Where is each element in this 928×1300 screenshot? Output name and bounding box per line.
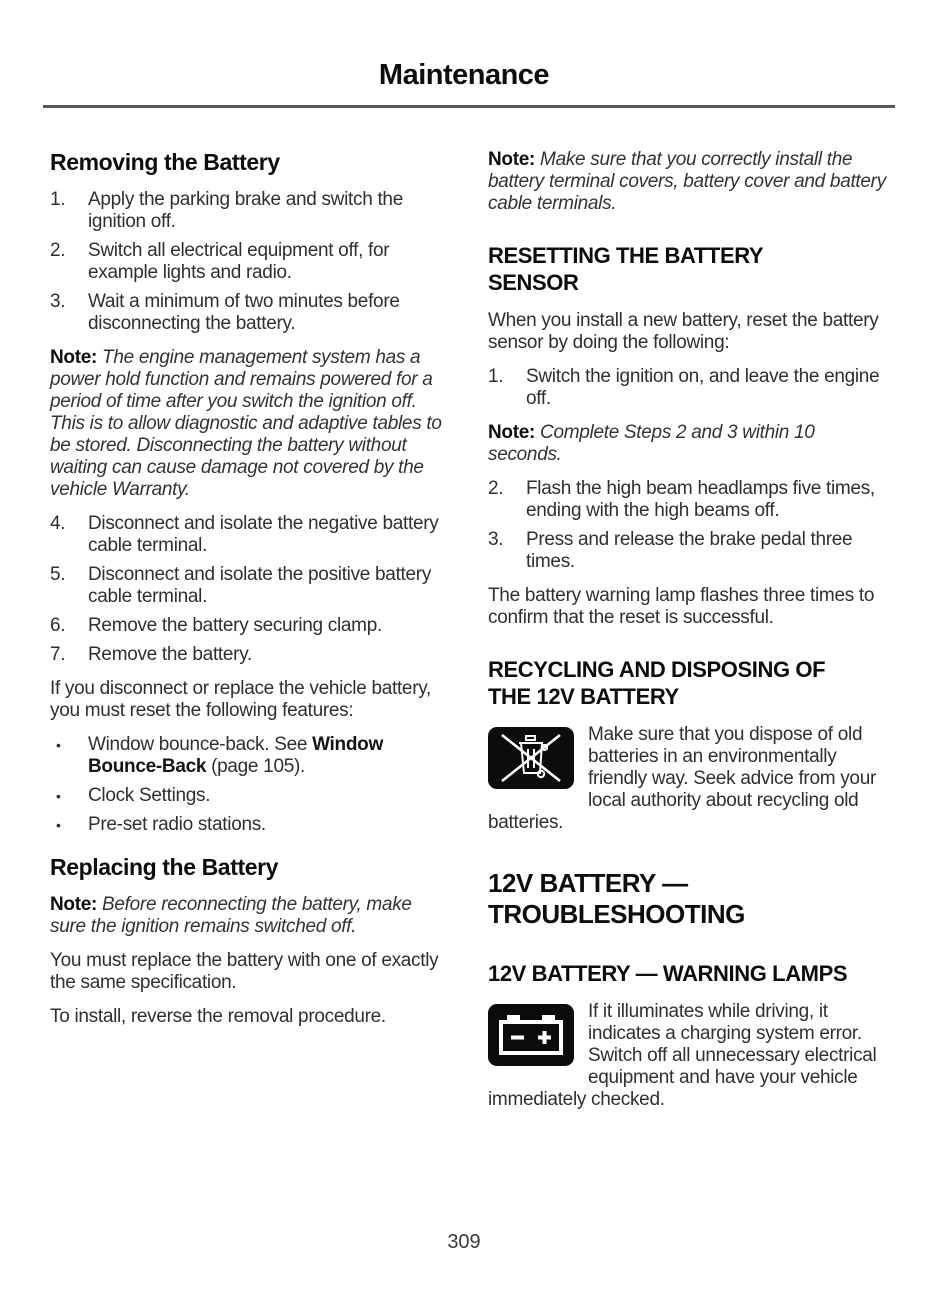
note-text: Before reconnecting the battery, make sure the ignition remains switched off. (50, 894, 412, 937)
step-text: Disconnect and isolate the negative battery cable terminal. (88, 513, 439, 556)
step-text: Switch the ignition on, and leave the engine off. (526, 366, 880, 409)
heading-removing-the-battery: Removing the Battery (50, 149, 280, 175)
step-number: 4. (50, 513, 66, 534)
removal-steps-4-7 (50, 513, 450, 666)
step-text: Disconnect and isolate the positive battery cable terminal. (88, 564, 432, 607)
list-item (50, 644, 450, 666)
note-text: The engine management system has a power hold function and remains powered for a period of time after you switch the ignition off. This is to allow diagnostic and adaptive tables to be stored. Disconnecting the battery without waiting can cause damage not covered by the vehicle Warranty. (50, 347, 442, 500)
step-number: 2. (488, 478, 504, 499)
list-item (488, 478, 888, 522)
list-item (50, 785, 450, 807)
note-terminal-covers (488, 149, 888, 215)
heading-recycling-disposing: RECYCLING AND DISPOSING OF THE 12V BATTERY (488, 657, 826, 709)
list-item (50, 615, 450, 637)
bullet-text-post: (page 105). (206, 756, 305, 777)
note-steps-timing (488, 422, 888, 466)
removal-steps-1-3 (50, 189, 450, 335)
step-number: 6. (50, 615, 66, 636)
step-text: Press and release the brake pedal three times. (526, 529, 853, 572)
step-number: 3. (50, 291, 66, 312)
heading-replacing-the-battery: Replacing the Battery (50, 854, 279, 880)
para-install: To install, reverse the removal procedure. (50, 1006, 386, 1027)
step-text: Switch all electrical equipment off, for example lights and radio. (88, 240, 390, 283)
step-text: Flash the high beam headlamps five times, ending with the high beams off. (526, 478, 875, 521)
step-number: 3. (488, 529, 504, 550)
list-item (50, 189, 450, 233)
bullet-text-pre: Pre-set radio stations. (88, 814, 266, 835)
note-reconnect (50, 894, 450, 938)
note-power-hold (50, 347, 450, 501)
step-number: 1. (50, 189, 66, 210)
para-reset-features: If you disconnect or replace the vehicle battery, you must reset the following features: (50, 678, 431, 721)
note-text: Complete Steps 2 and 3 within 10 seconds. (488, 422, 815, 465)
recycling-figure-paragraph (488, 724, 888, 834)
page-number: 309 (447, 1231, 481, 1253)
list-item (50, 564, 450, 608)
step-number: 1. (488, 366, 504, 387)
right-column (488, 149, 888, 1123)
left-column (50, 149, 450, 1123)
para-same-spec: You must replace the battery with one of exactly the same specification. (50, 950, 439, 993)
list-item (488, 366, 888, 410)
sensor-reset-step-1 (488, 366, 888, 410)
list-item (50, 240, 450, 284)
step-text: Remove the battery. (88, 644, 252, 665)
para-new-battery: When you install a new battery, reset the battery sensor by doing the following: (488, 310, 879, 353)
bullet-icon: • (56, 817, 61, 833)
step-text: Wait a minimum of two minutes before disconnecting the battery. (88, 291, 400, 334)
step-number: 5. (50, 564, 66, 585)
para-recycling: Make sure that you dispose of old batteries in an environmentally friendly way. Seek advice from your local authority about recycling old batteries. (488, 724, 876, 833)
step-text: Remove the battery securing clamp. (88, 615, 382, 636)
bullet-text-bold: Window Bounce-Back (88, 734, 383, 777)
heading-12v-battery-warning-lamps: 12V BATTERY — WARNING LAMPS (488, 961, 848, 986)
list-item (50, 814, 450, 836)
battery-warning-lamp-icon (488, 1004, 574, 1066)
page-title: Maintenance (378, 59, 550, 91)
step-text: Apply the parking brake and switch the ignition off. (88, 189, 403, 232)
para-warning-lamp: If it illuminates while driving, it indicates a charging system error. Switch off all unnecessary electrical equipment and have your vehicle immediately checked. (488, 1001, 877, 1110)
warning-lamp-figure-paragraph (488, 1001, 888, 1111)
list-item (50, 734, 450, 778)
note-label: Note: (50, 894, 98, 915)
note-label: Note: (488, 422, 536, 443)
bullet-text-pre: Window bounce-back. See (88, 734, 313, 755)
reset-features-list (50, 734, 450, 836)
bullet-text (88, 814, 450, 836)
sensor-reset-steps-2-3 (488, 478, 888, 573)
note-label: Note: (50, 347, 98, 368)
bullet-icon: • (56, 737, 61, 753)
bullet-icon: • (56, 788, 61, 804)
para-lamp-flashes: The battery warning lamp flashes three times to confirm that the reset is successful. (488, 585, 875, 628)
heading-12v-battery-troubleshooting: 12V BATTERY — TROUBLESHOOTING (488, 868, 745, 929)
bullet-text-pre: Clock Settings. (88, 785, 211, 806)
list-item (50, 291, 450, 335)
heading-resetting-battery-sensor: RESETTING THE BATTERY SENSOR (488, 243, 763, 295)
step-number: 2. (50, 240, 66, 261)
note-label: Note: (488, 149, 536, 170)
crossed-out-wheelie-bin-icon (488, 727, 574, 789)
list-item (488, 529, 888, 573)
bullet-text (88, 734, 450, 778)
step-number: 7. (50, 644, 66, 665)
list-item (50, 513, 450, 557)
bullet-text (88, 785, 450, 807)
note-text: Make sure that you correctly install the battery terminal covers, battery cover and battery cable terminals. (488, 149, 886, 214)
two-column-layout (0, 108, 928, 1123)
